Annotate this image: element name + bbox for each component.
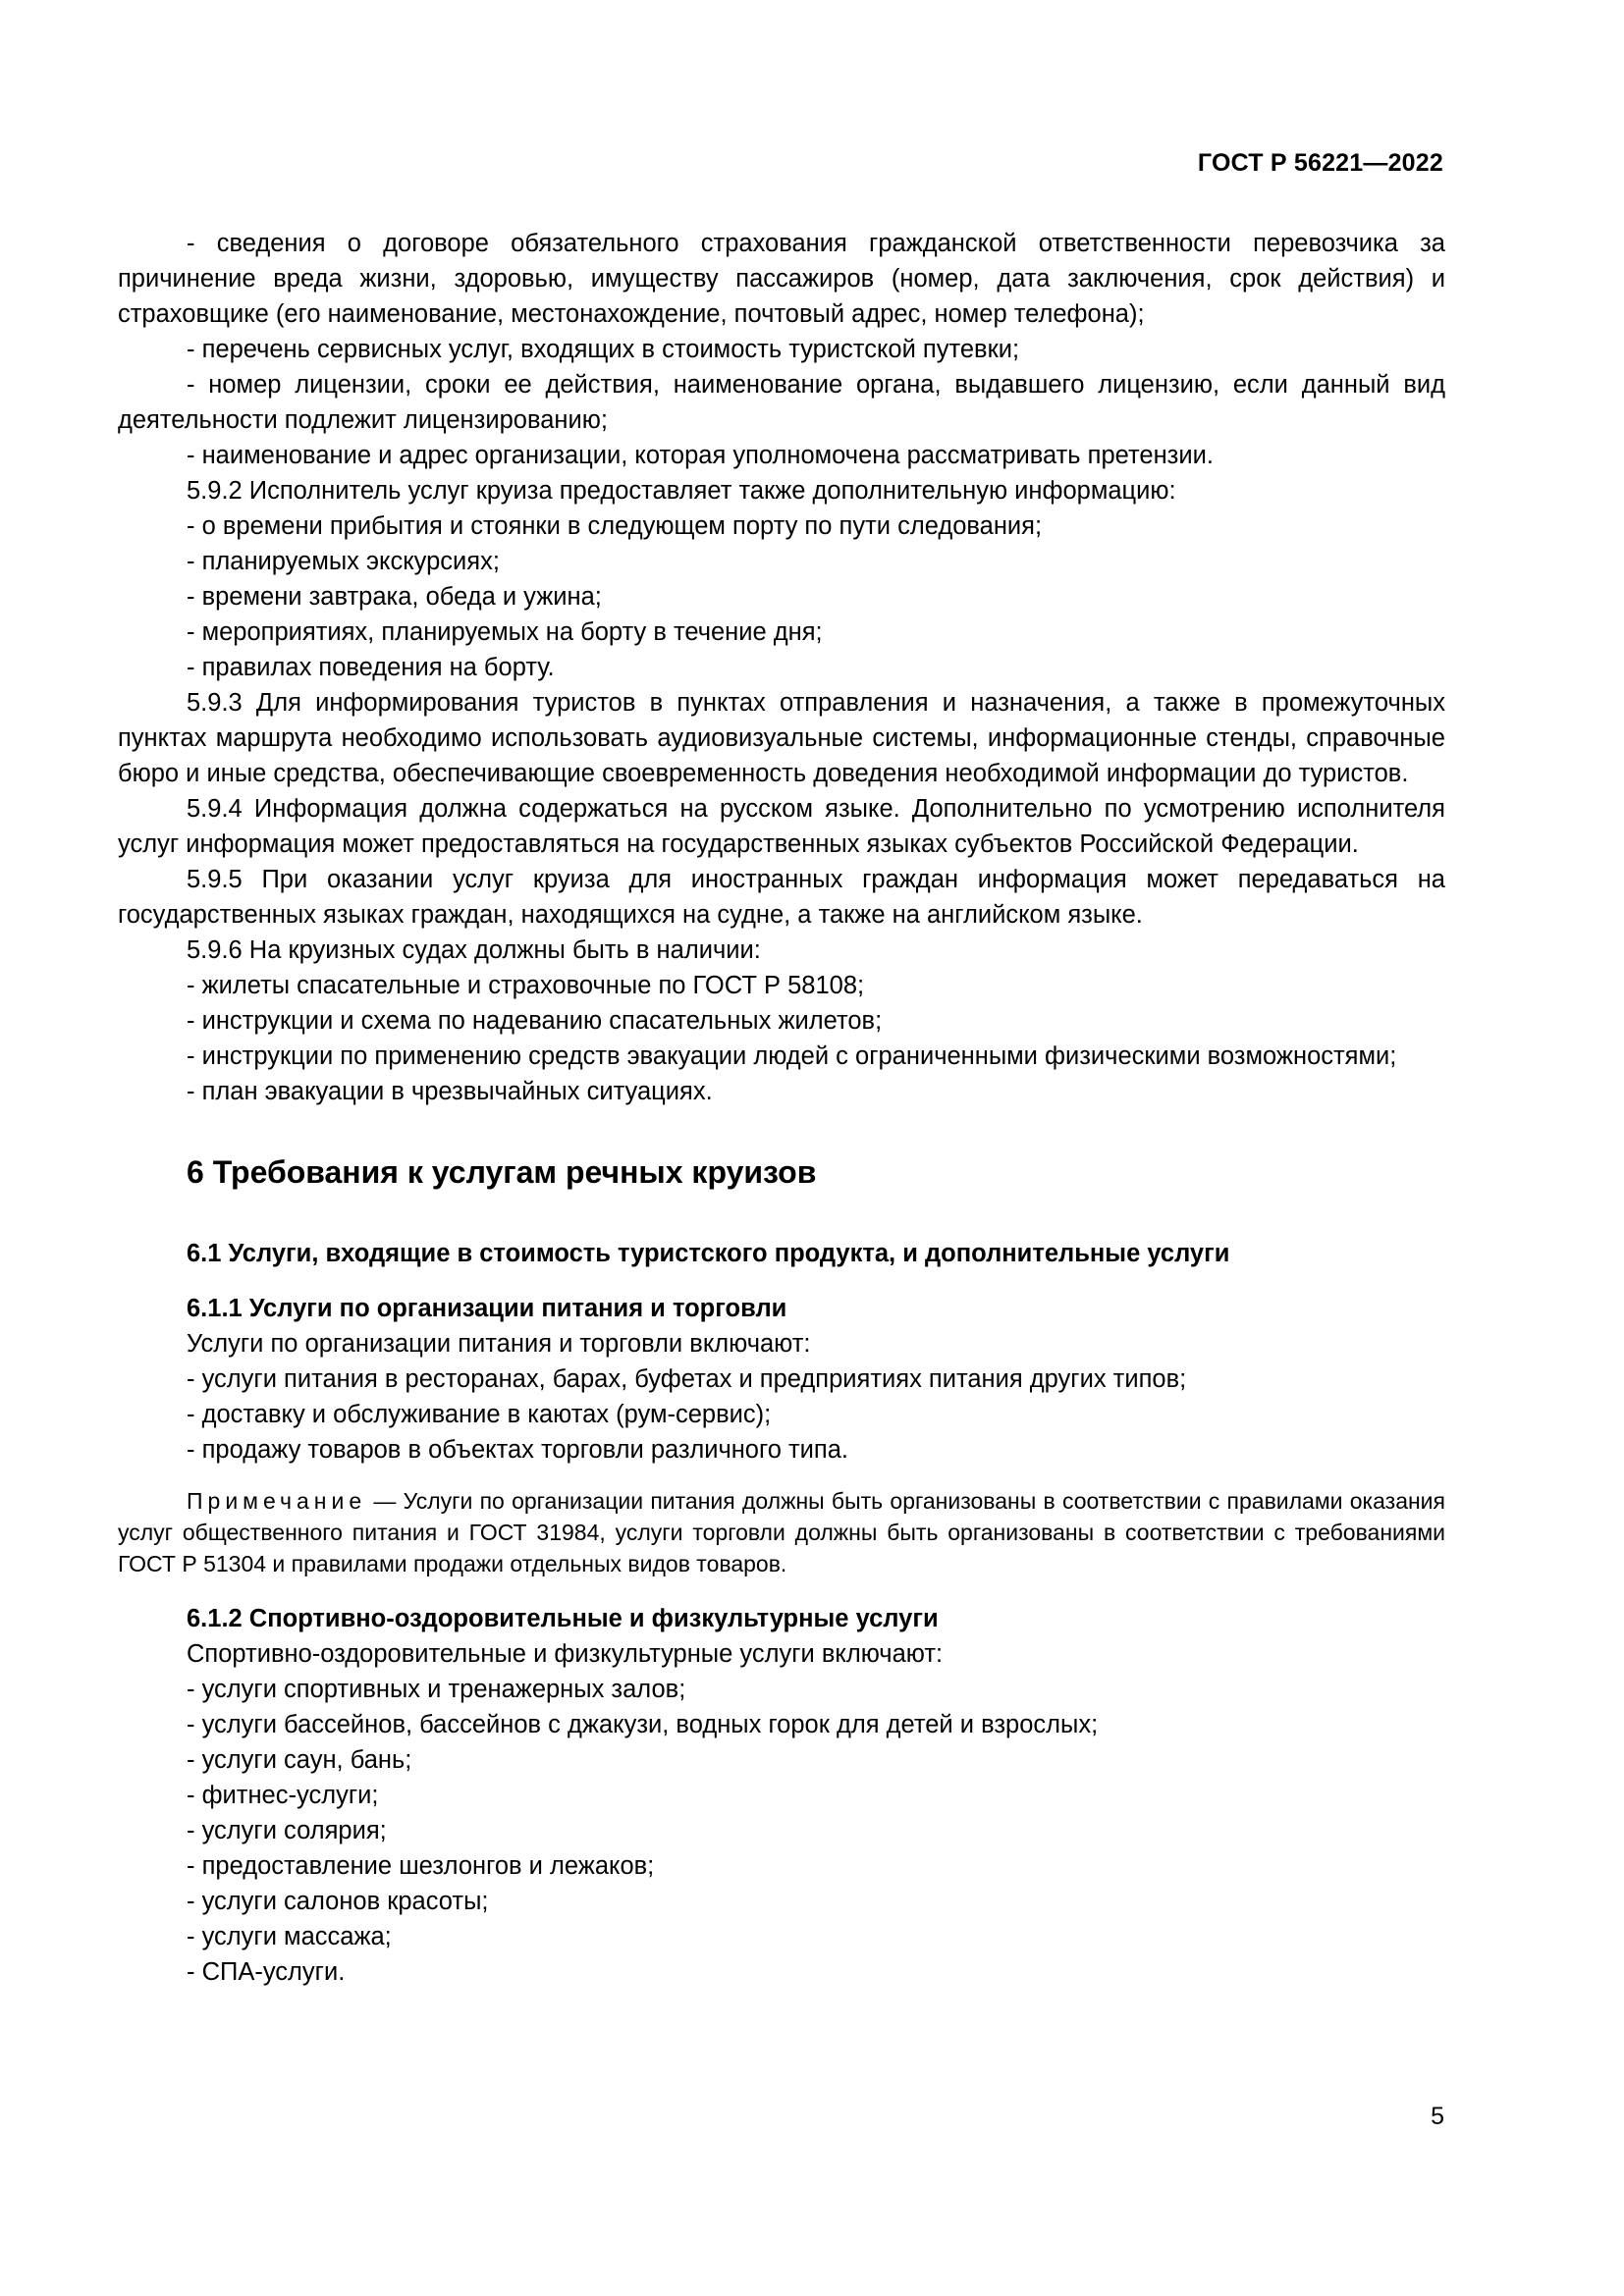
list-item: - о времени прибытия и стоянки в следующем порту по пути следования; xyxy=(187,512,1043,540)
paragraph-insurance: - сведения о договоре обязательного страхования гражданской ответственности перевозчика за причинение вреда жизни, здоровью, имуществу пассажиров (номер, дата заключения, срок действия) и страховщике (его наименование, местонахождение, почтовый адрес, номер телефона); xyxy=(118,230,1445,328)
page-number: 5 xyxy=(1431,2103,1444,2130)
list-item: - планируемых экскурсиях; xyxy=(187,548,500,575)
note-paragraph xyxy=(118,1485,1445,1579)
clause-5-9-2: 5.9.2 Исполнитель услуг круиза предоставляет также дополнительную информацию: xyxy=(187,477,1176,505)
section-6-1-1-heading: 6.1.1 Услуги по организации питания и торговли xyxy=(187,1295,787,1322)
list-item: - услуги бассейнов, бассейнов с джакузи, водных горок для детей и взрослых; xyxy=(187,1711,1099,1738)
list-item: - перечень сервисных услуг, входящих в стоимость туристской путевки; xyxy=(187,336,1020,363)
list-item: - доставку и обслуживание в каютах (рум-сервис); xyxy=(187,1401,772,1428)
document-code-header: ГОСТ Р 56221—2022 xyxy=(1197,149,1443,177)
clause-5-9-5: 5.9.5 При оказании услуг круиза для иностранных граждан информация может передаваться на государственных языках граждан, находящихся на судне, а также на английском языке. xyxy=(118,866,1445,929)
paragraph-license: - номер лицензии, сроки ее действия, наименование органа, выдавшего лицензию, если данный вид деятельности подлежит лицензированию; xyxy=(118,371,1445,434)
list-item: - услуги массажа; xyxy=(187,1923,392,1950)
list-item: - услуги саун, бань; xyxy=(187,1746,412,1774)
note-text: — Услуги по организации питания должны быть организованы в соответствии с правилами оказания услуг общественного питания и ГОСТ 31984, услуги торговли должны быть организованы в соответствии с требованиями ГОСТ Р 51304 и правилами продажи отдельных видов товаров. xyxy=(118,1488,1445,1576)
intro-line: Услуги по организации питания и торговли включают: xyxy=(187,1330,811,1358)
section-6-1-heading: 6.1 Услуги, входящие в стоимость туристского продукта, и дополнительные услуги xyxy=(187,1240,1230,1267)
clause-5-9-4: 5.9.4 Информация должна содержаться на русском языке. Дополнительно по усмотрению исполнителя услуг информация может предоставляться на государственных языках субъектов Российской Федерации. xyxy=(118,795,1445,858)
list-item: - наименование и адрес организации, которая уполномочена рассматривать претензии. xyxy=(187,442,1214,469)
list-item: - фитнес-услуги; xyxy=(187,1782,379,1809)
list-item: - жилеты спасательные и страховочные по ГОСТ Р 58108; xyxy=(187,972,865,999)
list-item: - времени завтрака, обеда и ужина; xyxy=(187,583,602,611)
list-item: - услуги салонов красоты; xyxy=(187,1888,489,1915)
list-item: - план эвакуации в чрезвычайных ситуациях. xyxy=(187,1078,713,1105)
section-5-9-continuation xyxy=(118,226,1445,1109)
list-item: - услуги питания в ресторанах, барах, буфетах и предприятиях питания других типов; xyxy=(187,1365,1187,1393)
list-item: - мероприятиях, планируемых на борту в течение дня; xyxy=(187,618,823,646)
list-item: - инструкции и схема по надеванию спасательных жилетов; xyxy=(187,1007,883,1035)
page-content xyxy=(118,226,1445,1990)
section-6-1-1-body xyxy=(118,1326,1445,1468)
list-item: - продажу товаров в объектах торговли различного типа. xyxy=(187,1436,848,1464)
section-6-1-2-heading: 6.1.2 Спортивно-оздоровительные и физкультурные услуги xyxy=(187,1605,939,1632)
clause-5-9-3: 5.9.3 Для информирования туристов в пунктах отправления и назначения, а также в промежуточных пунктах маршрута необходимо использовать аудиовизуальные системы, информационные стенды, справочные бюро и иные средства, обеспечивающие своевременность доведения необходимой информации до туристов. xyxy=(118,689,1445,787)
list-item: - услуги спортивных и тренажерных залов; xyxy=(187,1676,686,1703)
intro-line: Спортивно-оздоровительные и физкультурные услуги включают: xyxy=(187,1640,944,1668)
clause-5-9-6: 5.9.6 На круизных судах должны быть в наличии: xyxy=(187,936,761,964)
list-item: - СПА-услуги. xyxy=(187,1958,346,1986)
list-item: - услуги солярия; xyxy=(187,1817,387,1844)
section-6-1-2-body xyxy=(118,1636,1445,1990)
list-item: - инструкции по применению средств эвакуации людей с ограниченными физическими возможностями; xyxy=(187,1042,1397,1070)
note-label: Примечание xyxy=(187,1488,367,1514)
section-6-heading: 6 Требования к услугам речных круизов xyxy=(187,1154,817,1190)
list-item: - правилах поведения на борту. xyxy=(187,654,555,681)
list-item: - предоставление шезлонгов и лежаков; xyxy=(187,1852,655,1880)
